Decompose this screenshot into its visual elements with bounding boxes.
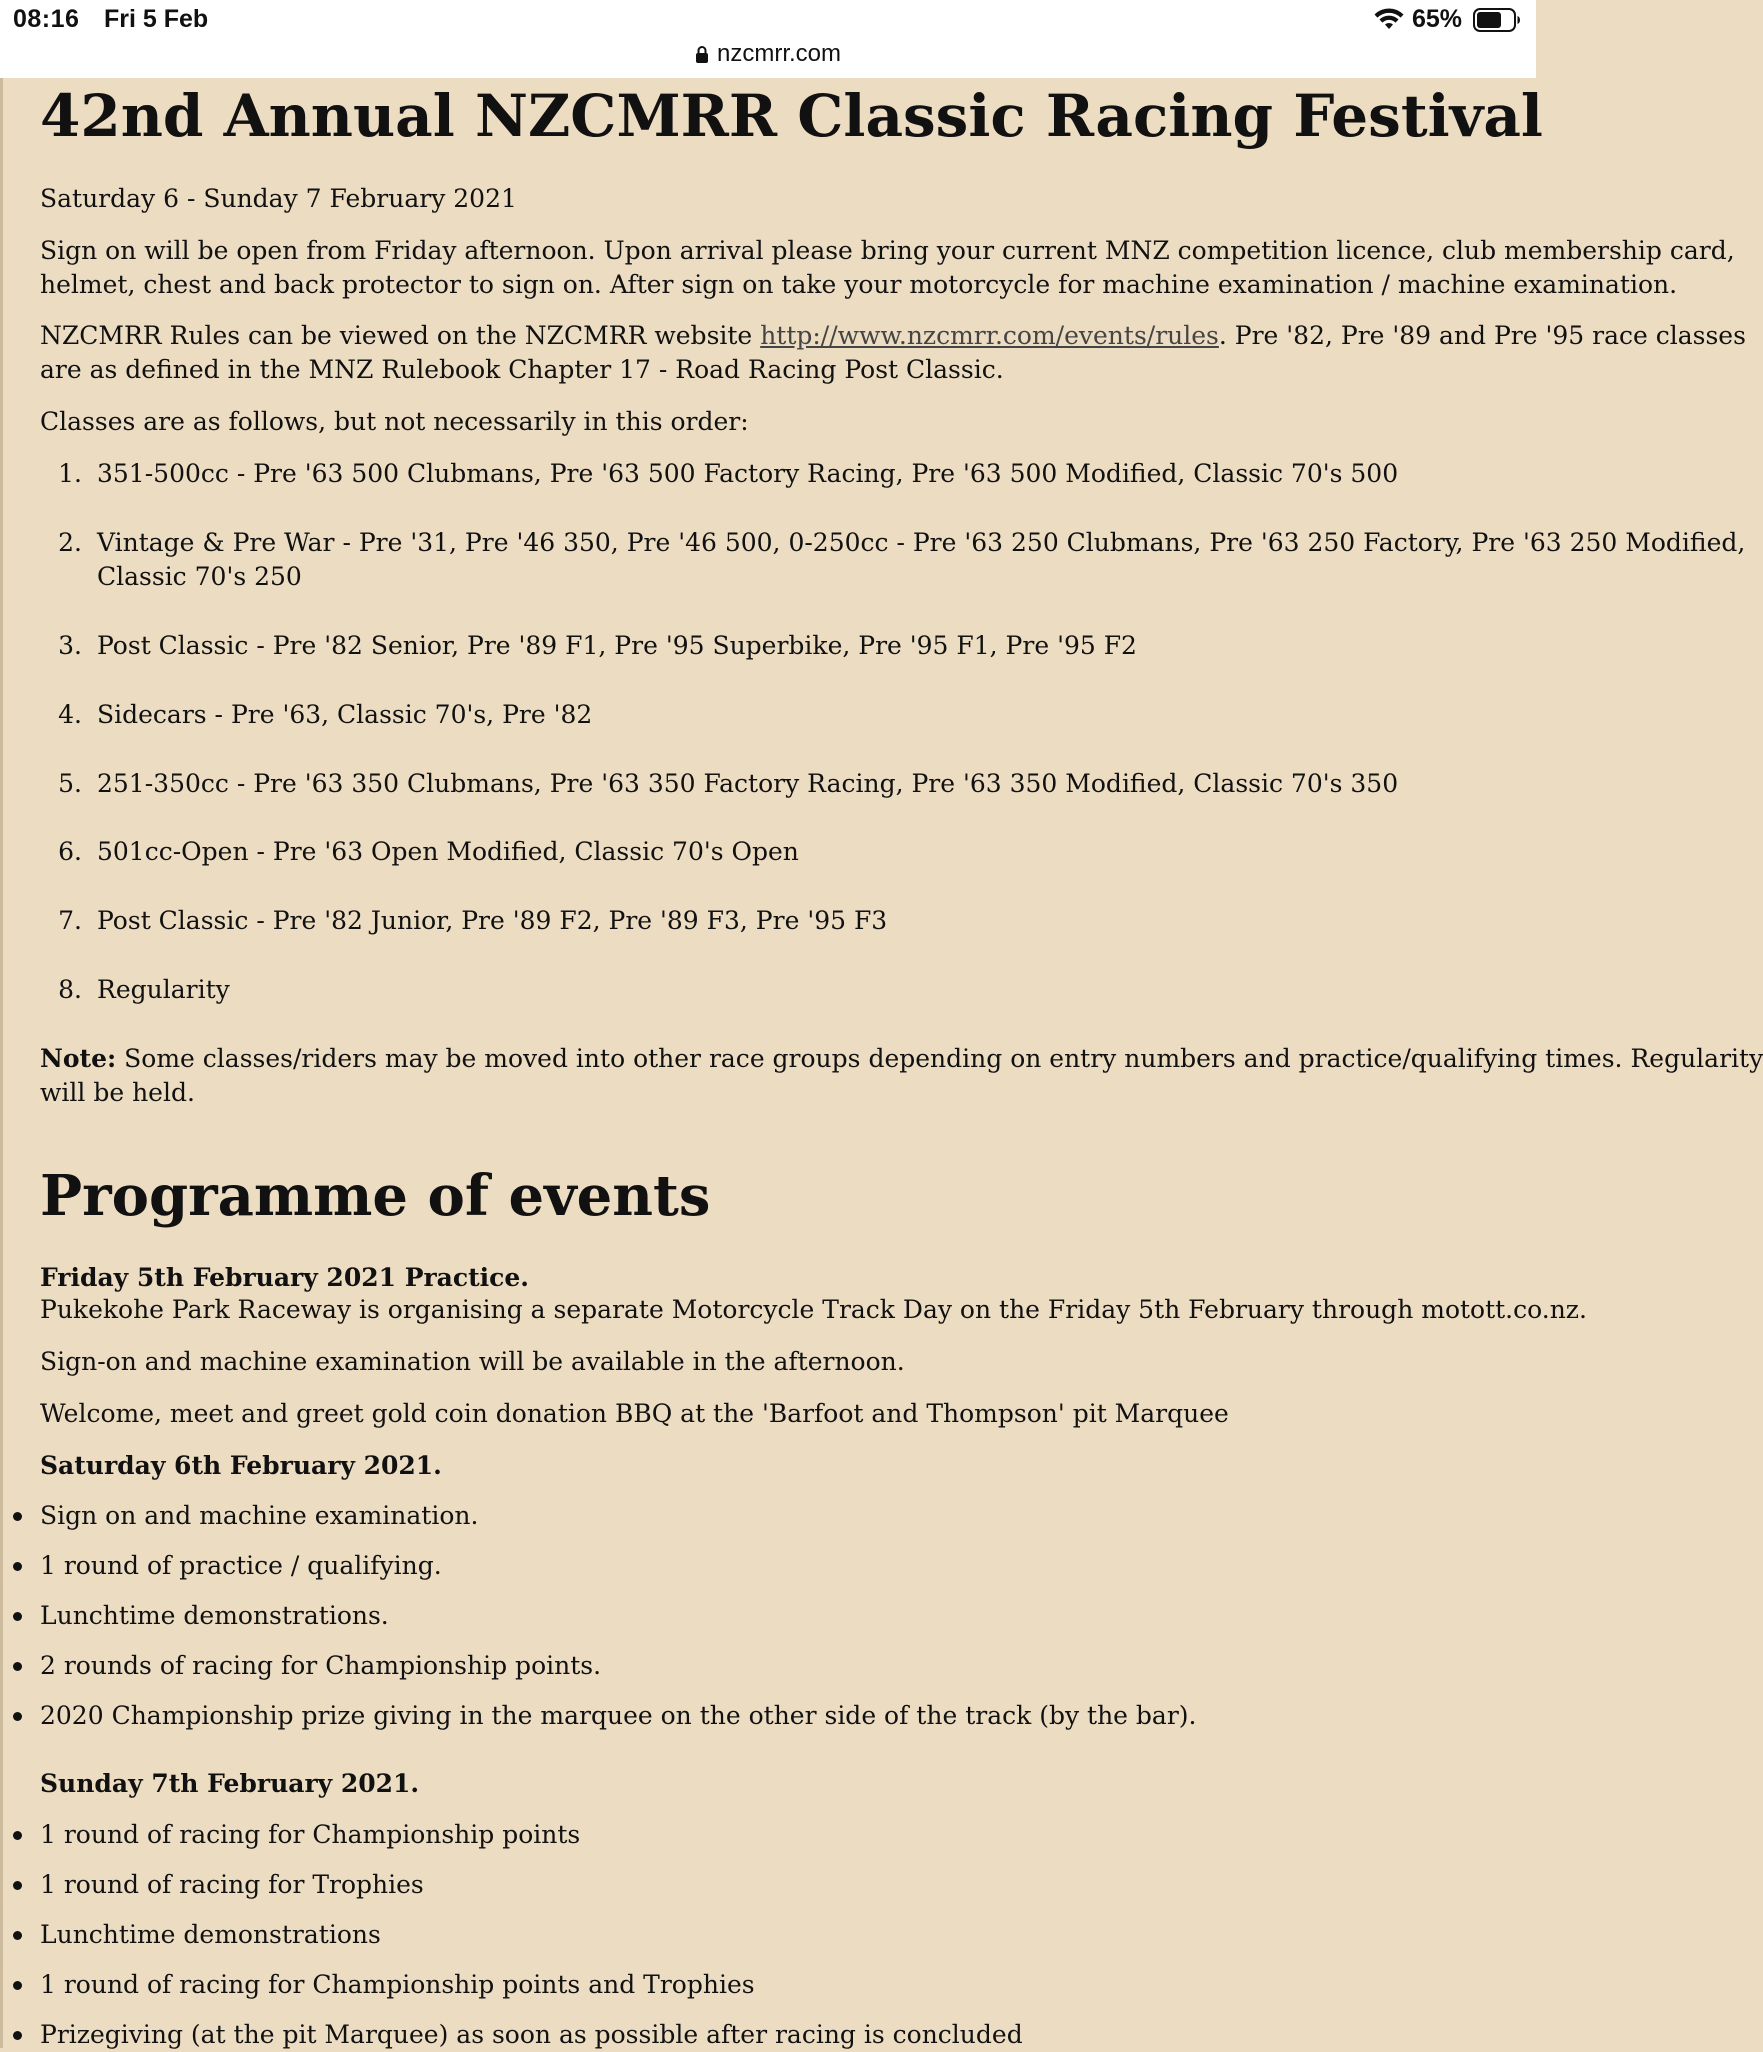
list-item-text: 1 round of racing for Championship points bbox=[40, 1820, 581, 1849]
list-item-text: 1 round of racing for Championship points and Trophies bbox=[40, 1970, 755, 1999]
class-number: 2. bbox=[58, 528, 82, 557]
list-item-text: 1 round of racing for Trophies bbox=[40, 1870, 424, 1899]
class-text: Vintage & Pre War - Pre '31, Pre '46 350, Pre '46 500, 0-250cc - Pre '63 250 Clubmans, Pre '63 250 Factory, Pre '63 250 Modified, bbox=[97, 528, 1746, 557]
class-text: Post Classic - Pre '82 Junior, Pre '89 F2, Pre '89 F3, Pre '95 F3 bbox=[97, 906, 888, 935]
class-number: 3. bbox=[58, 631, 82, 660]
list-item bbox=[40, 1499, 478, 1533]
class-text-continued: Classic 70's 250 bbox=[97, 562, 302, 591]
web-page[interactable] bbox=[0, 78, 1763, 2049]
sign-on-line-2: helmet, chest and back protector to sign on. After sign on take your motorcycle for machine examination / machine examination. bbox=[40, 270, 1678, 299]
bullet-icon bbox=[13, 1881, 22, 1890]
rules-suffix: . Pre '82, Pre '89 and Pre '95 race classes bbox=[1218, 321, 1746, 350]
list-item-text: 1 round of practice / qualifying. bbox=[40, 1551, 442, 1580]
class-number: 1. bbox=[58, 459, 82, 488]
friday-line: Pukekohe Park Raceway is organising a separate Motorcycle Track Day on the Friday 5th February through motott.co.nz. bbox=[40, 1295, 1587, 1324]
battery-percent: 65% bbox=[1412, 5, 1463, 33]
bullet-icon bbox=[13, 1512, 22, 1521]
rules-prefix: NZCMRR Rules can be viewed on the NZCMRR website bbox=[40, 321, 761, 350]
bullet-icon bbox=[13, 1712, 22, 1721]
list-item-text: Lunchtime demonstrations. bbox=[40, 1601, 389, 1630]
status-time: 08:16 bbox=[13, 5, 80, 33]
bullet-icon bbox=[13, 1931, 22, 1940]
page-title: 42nd Annual NZCMRR Classic Racing Festival bbox=[40, 82, 1543, 150]
list-item-text: 2 rounds of racing for Championship points. bbox=[40, 1651, 602, 1680]
rules-link[interactable]: http://www.nzcmrr.com/events/rules bbox=[760, 321, 1219, 350]
bullet-icon bbox=[13, 1562, 22, 1571]
friday-line: Welcome, meet and greet gold coin donation BBQ at the 'Barfoot and Thompson' pit Marquee bbox=[40, 1399, 1229, 1428]
list-item bbox=[40, 1549, 442, 1583]
list-item-text: Lunchtime demonstrations bbox=[40, 1920, 381, 1949]
class-number: 7. bbox=[58, 906, 82, 935]
event-dates: Saturday 6 - Sunday 7 February 2021 bbox=[40, 184, 517, 213]
bullet-icon bbox=[13, 1612, 22, 1621]
rules-line-2: are as defined in the MNZ Rulebook Chapter 17 - Road Racing Post Classic. bbox=[40, 355, 1004, 384]
list-item-text: Prizegiving (at the pit Marquee) as soon as possible after racing is concluded bbox=[40, 2020, 1023, 2049]
class-text: 251-350cc - Pre '63 350 Clubmans, Pre '63 350 Factory Racing, Pre '63 350 Modified, Classic 70's 350 bbox=[97, 769, 1399, 798]
list-item-text: Sign on and machine examination. bbox=[40, 1501, 479, 1530]
url-text: nzcmrr.com bbox=[716, 40, 841, 67]
note-line-2: will be held. bbox=[40, 1078, 195, 1107]
list-item bbox=[40, 1968, 755, 2002]
bullet-icon bbox=[13, 1981, 22, 1990]
list-item bbox=[40, 1918, 381, 1952]
class-text: Post Classic - Pre '82 Senior, Pre '89 F1, Pre '95 Superbike, Pre '95 F1, Pre '95 F2 bbox=[97, 631, 1137, 660]
battery-icon bbox=[1473, 8, 1521, 32]
status-bar bbox=[0, 0, 1536, 78]
rules-paragraph bbox=[40, 319, 1746, 353]
note-label: Note: bbox=[40, 1044, 117, 1073]
sign-on-line-1: Sign on will be open from Friday afternoon. Upon arrival please bring your current MNZ competition licence, club membership card, bbox=[40, 236, 1735, 265]
class-text: Regularity bbox=[97, 975, 230, 1004]
bullet-icon bbox=[13, 1831, 22, 1840]
friday-line: Sign-on and machine examination will be available in the afternoon. bbox=[40, 1347, 905, 1376]
class-number: 5. bbox=[58, 769, 82, 798]
list-item bbox=[40, 1868, 424, 1902]
classes-intro: Classes are as follows, but not necessarily in this order: bbox=[40, 407, 749, 436]
list-item bbox=[40, 1649, 601, 1683]
note-paragraph bbox=[40, 1042, 1763, 1076]
list-item bbox=[40, 1699, 1196, 1733]
lock-icon bbox=[695, 45, 709, 63]
class-number: 6. bbox=[58, 837, 82, 866]
note-text: Some classes/riders may be moved into other race groups depending on entry numbers and practice/qualifying times. Regularity bbox=[116, 1044, 1763, 1073]
list-item bbox=[40, 1818, 580, 1852]
class-text: Sidecars - Pre '63, Classic 70's, Pre '82 bbox=[97, 700, 593, 729]
list-item bbox=[40, 2018, 1023, 2052]
list-item-text: 2020 Championship prize giving in the marquee on the other side of the track (by the bar). bbox=[40, 1701, 1197, 1730]
programme-title: Programme of events bbox=[40, 1163, 711, 1229]
class-text: 501cc-Open - Pre '63 Open Modified, Classic 70's Open bbox=[97, 837, 799, 866]
list-item bbox=[40, 1599, 389, 1633]
bullet-icon bbox=[13, 2031, 22, 2040]
address-bar[interactable] bbox=[0, 40, 1536, 68]
saturday-heading: Saturday 6th February 2021. bbox=[40, 1451, 442, 1480]
friday-heading: Friday 5th February 2021 Practice. bbox=[40, 1263, 529, 1292]
bullet-icon bbox=[13, 1662, 22, 1671]
sunday-heading: Sunday 7th February 2021. bbox=[40, 1769, 420, 1798]
wifi-icon bbox=[1374, 8, 1404, 30]
status-date: Fri 5 Feb bbox=[104, 5, 209, 33]
class-number: 8. bbox=[58, 975, 82, 1004]
class-number: 4. bbox=[58, 700, 82, 729]
class-text: 351-500cc - Pre '63 500 Clubmans, Pre '63 500 Factory Racing, Pre '63 500 Modified, Classic 70's 500 bbox=[97, 459, 1399, 488]
